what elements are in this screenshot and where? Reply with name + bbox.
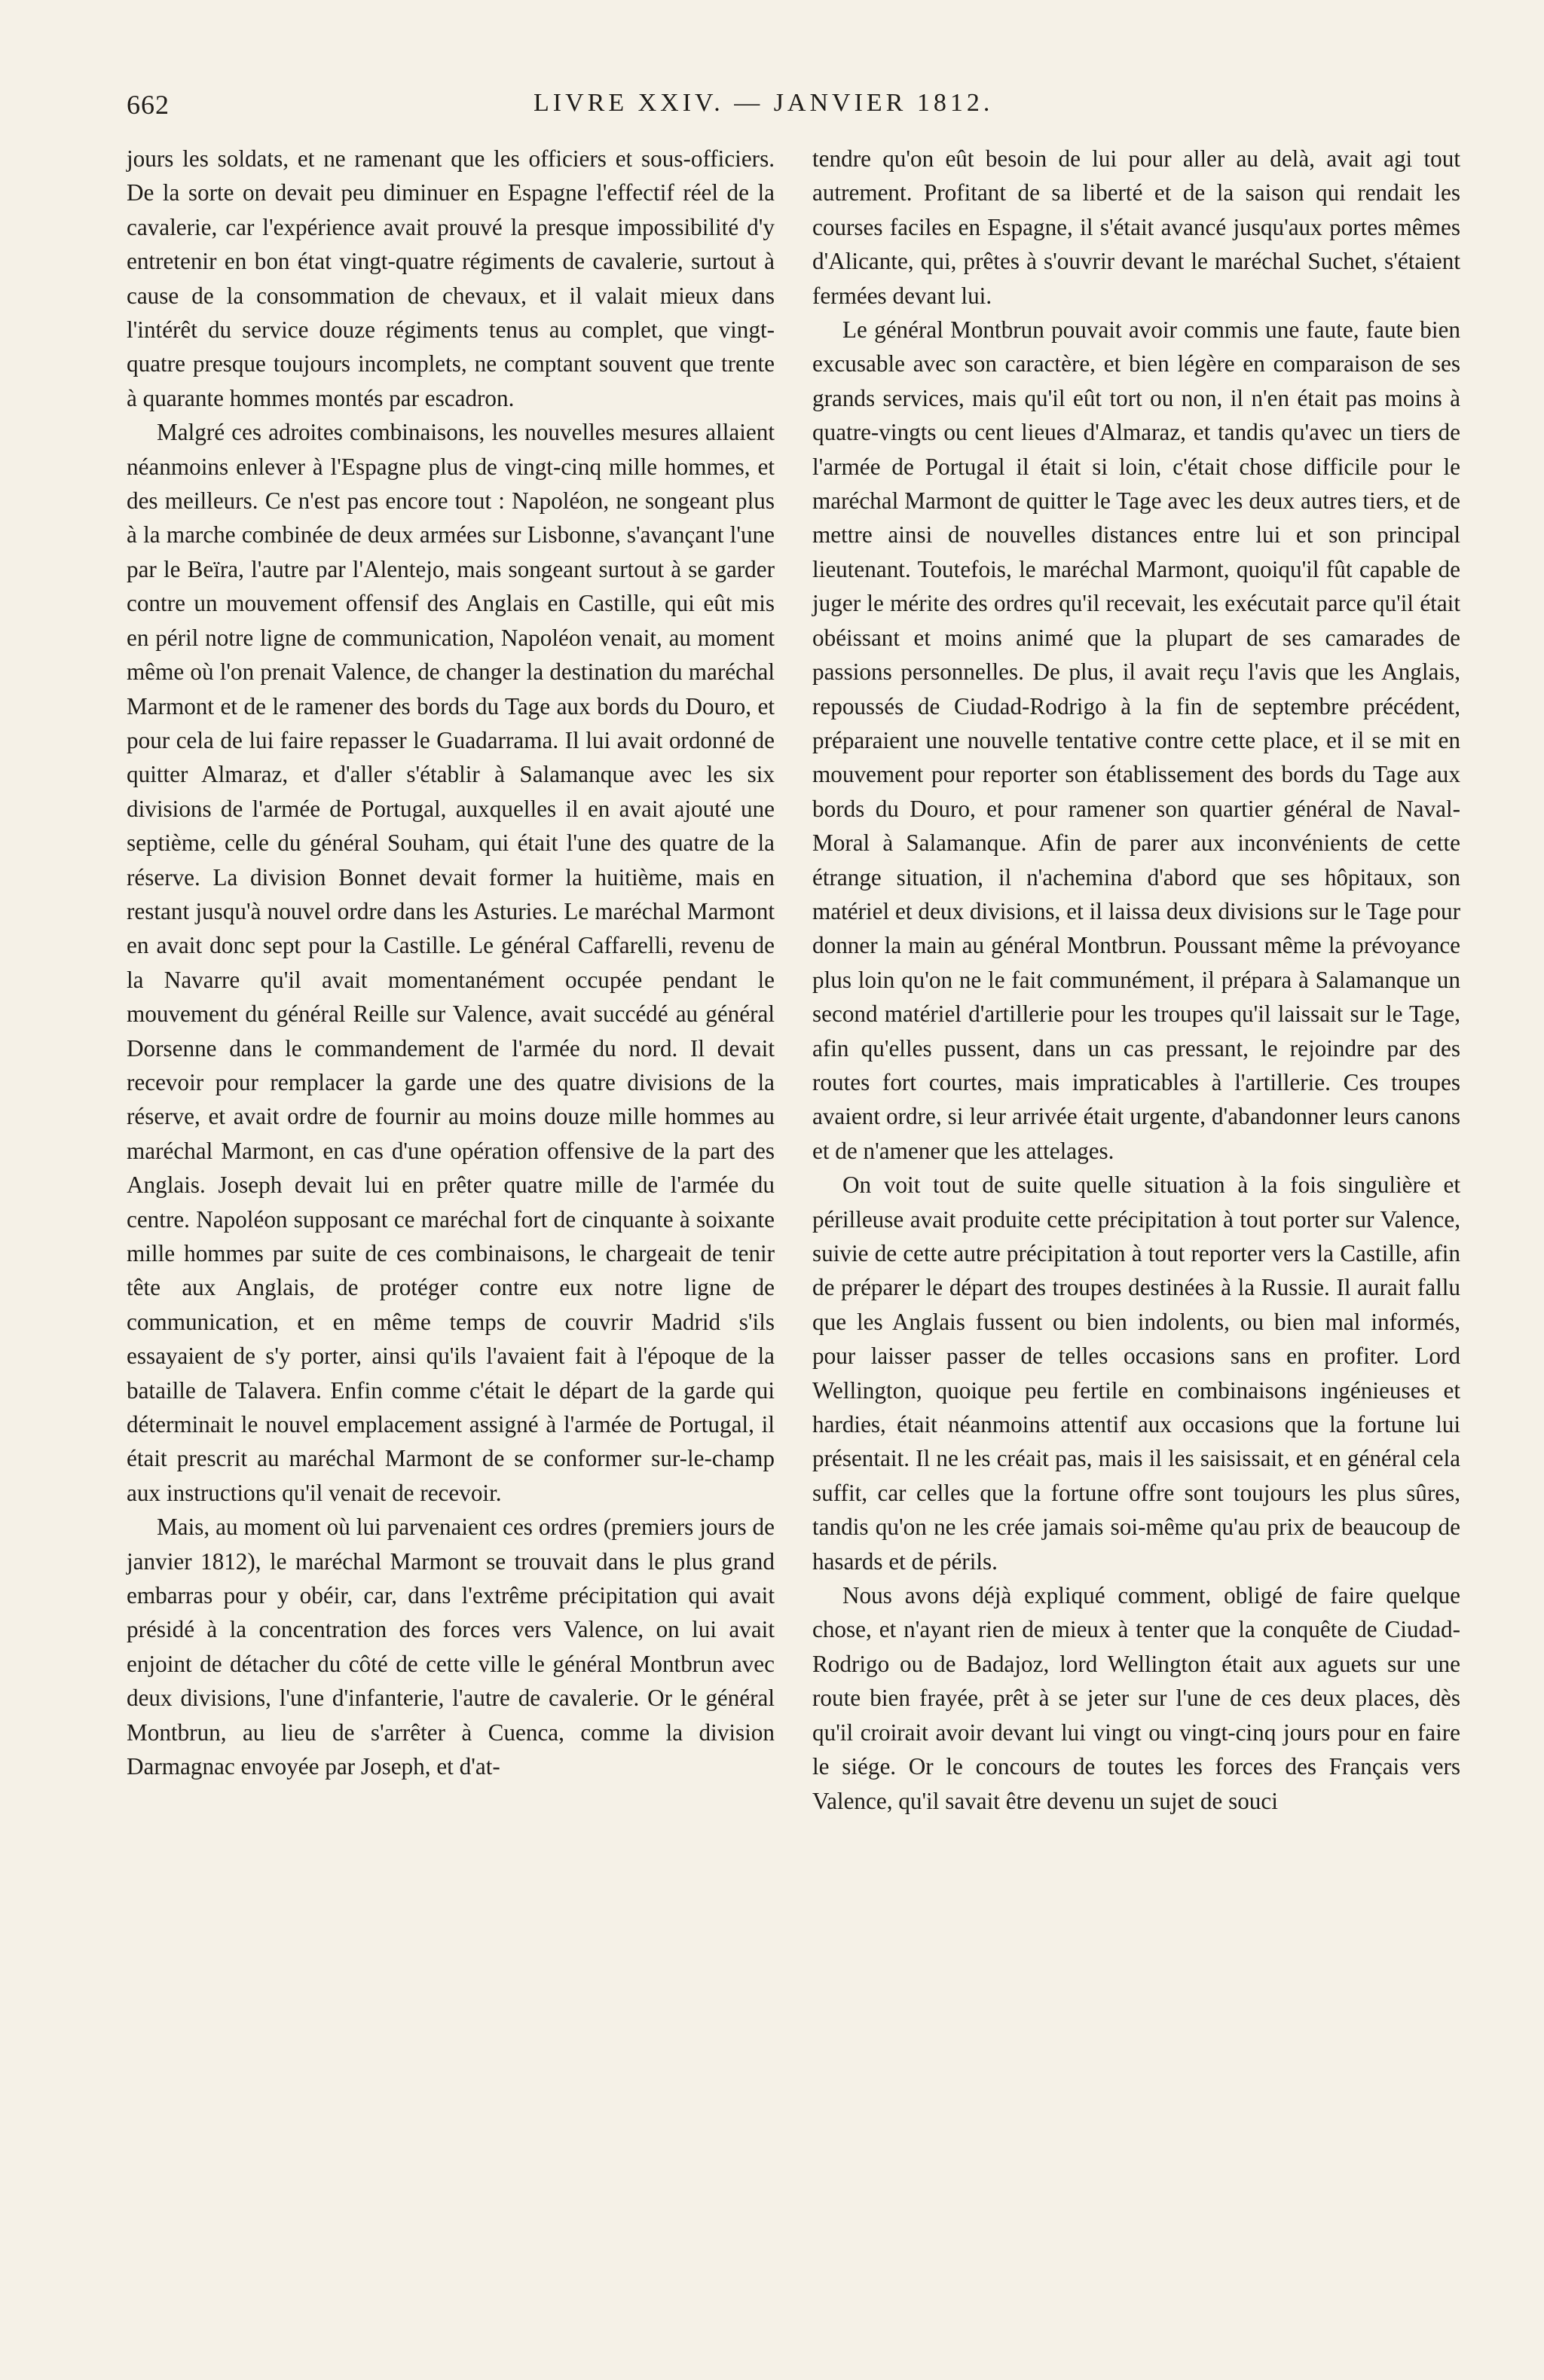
- paragraph: tendre qu'on eût besoin de lui pour aller au delà, avait agi tout autrement. Profitant de sa liberté et de la saison qui rendait les courses faciles en Espagne, il s'était avancé jusqu'aux portes mêmes d'Alicante, qui, prêtes à s'ouvrir devant le maréchal Suchet, s'étaient fermées devant lui.: [812, 145, 1460, 309]
- paragraph: On voit tout de suite quelle situation à la fois singulière et périlleuse avait produite cette précipitation à tout porter sur Valence, suivie de cette autre précipitation à tout reporter vers la Castille, afin de préparer le départ des troupes destinées à la Russie. Il aurait fallu que les Anglais fussent ou bien indolents, ou bien mal informés, pour laisser passer de telles occasions sans en profiter. Lord Wellington, quoique peu fertile en combinaisons ingénieuses et hardies, était néanmoins attentif aux occasions que la fortune lui présentait. Il ne les créait pas, mais il les saisissait, et en général cela suffit, car celles que la fortune offre sont toujours les plus sûres, tandis qu'on ne les crée jamais soi-même qu'au prix de beaucoup de hasards et de périls.: [812, 1172, 1460, 1575]
- paragraph: Malgré ces adroites combinaisons, les nouvelles mesures allaient néanmoins enlever à l'Espagne plus de vingt-cinq mille hommes, et des meilleurs. Ce n'est pas encore tout : Napoléon, ne songeant plus à la marche combinée de deux armées sur Lisbonne, s'avançant l'une par le Beïra, l'autre par l'Alentejo, mais songeant surtout à se garder contre un mouvement offensif des Anglais en Castille, qui eût mis en péril notre ligne de communication, Napoléon venait, au moment même où l'on prenait Valence, de changer la destination du maréchal Marmont et de le ramener des bords du Tage aux bords du Douro, et pour cela de lui faire repasser le Guadarrama. Il lui avait ordonné de quitter Almaraz, et d'aller s'établir à Salamanque avec les six divisions de l'armée de Portugal, auxquelles il en avait ajouté une septième, celle du général Souham, qui était l'une des quatre de la réserve. La division Bonnet devait former la huitième, mais en restant jusqu'à nouvel ordre dans les Asturies. Le maréchal Marmont en avait donc sept pour la Castille. Le général Caffarelli, revenu de la Navarre qu'il avait momentanément occupée pendant le mouvement du général Reille sur Valence, avait succédé au général Dorsenne dans le commandement de l'armée du nord. Il devait recevoir pour remplacer la garde une des quatre divisions de la réserve, et avait ordre de fournir au moins douze mille hommes au maréchal Marmont, en cas d'une opération offensive de la part des Anglais. Joseph devait lui en prêter quatre mille de l'armée du centre. Napoléon supposant ce maréchal fort de cinquante à soixante mille hommes par suite de ces combinaisons, le chargeait de tenir tête aux Anglais, de protéger contre eux notre ligne de communication, et en même temps de couvrir Madrid s'ils essayaient de s'y porter, ainsi qu'ils l'avaient fait à l'époque de la bataille de Talavera. Enfin comme c'était le départ de la garde qui déterminait le nouvel emplacement assigné à l'armée de Portugal, il était prescrit au maréchal Marmont de se conformer sur-le-champ aux instructions qu'il venait de recevoir.: [127, 419, 775, 1506]
- paragraph: Nous avons déjà expliqué comment, obligé de faire quelque chose, et n'ayant rien de mieux à tenter que la conquête de Ciudad-Rodrigo ou de Badajoz, lord Wellington était aux aguets sur une route bien frayée, prêt à se jeter sur l'une de ces deux places, dès qu'il croirait avoir devant lui vingt ou vingt-cinq jours pour en faire le siége. Or le concours de toutes les forces des Français vers Valence, qu'il savait être devenu un sujet de souci: [812, 1582, 1460, 1814]
- paragraph: jours les soldats, et ne ramenant que les officiers et sous-officiers. De la sorte on devait peu diminuer en Espagne l'effectif réel de la cavalerie, car l'expérience avait prouvé la presque impossibilité d'y entretenir en bon état vingt-quatre régiments de cavalerie, surtout à cause de la consommation de chevaux, et il valait mieux dans l'intérêt du service douze régiments tenus au complet, que vingt-quatre presque toujours incomplets, ne comptant souvent que trente à quarante hommes montés par escadron.: [127, 145, 775, 411]
- page-header: [127, 89, 1468, 127]
- right-column: [812, 142, 1460, 1818]
- page-number: 662: [127, 90, 170, 120]
- running-head: LIVRE XXIV. — JANVIER 1812.: [534, 89, 994, 117]
- paragraph: Le général Montbrun pouvait avoir commis une faute, faute bien excusable avec son caractère, et bien légère en comparaison de ses grands services, mais qu'il eût tort ou non, il n'en était pas moins à quatre-vingts ou cent lieues d'Almaraz, et tandis qu'avec un tiers de l'armée de Portugal il était si loin, c'était chose difficile pour le maréchal Marmont de quitter le Tage avec les deux autres tiers, et de mettre ainsi de nouvelles distances entre lui et son principal lieutenant. Toutefois, le maréchal Marmont, quoiqu'il fût capable de juger le mérite des ordres qu'il recevait, les exécutait parce qu'il était obéissant et moins animé que la plupart de ses camarades de passions personnelles. De plus, il avait reçu l'avis que les Anglais, repoussés de Ciudad-Rodrigo à la fin de septembre précédent, préparaient une nouvelle tentative contre cette place, et il se mit en mouvement pour reporter son établissement des bords du Tage aux bords du Douro, et pour ramener son quartier général de Naval-Moral à Salamanque. Afin de parer aux inconvénients de cette étrange situation, il n'achemina d'abord que ses hôpitaux, son matériel et deux divisions, et il laissa deux divisions sur le Tage pour donner la main au général Montbrun. Poussant même la prévoyance plus loin qu'on ne le fait communément, il prépara à Salamanque un second matériel d'artillerie pour les troupes qu'il laissait sur le Tage, afin qu'elles pussent, dans un cas pressant, le rejoindre par des routes fort courtes, mais impraticables à l'artillerie. Ces troupes avaient ordre, si leur arrivée était urgente, d'abandonner leurs canons et de n'amener que les attelages.: [812, 316, 1460, 1164]
- left-column: [127, 142, 775, 1784]
- paragraph: Mais, au moment où lui parvenaient ces ordres (premiers jours de janvier 1812), le maréchal Marmont se trouvait dans le plus grand embarras pour y obéir, car, dans l'extrême précipitation qui avait présidé à la concentration des forces vers Valence, on lui avait enjoint de détacher du côté de cette ville le général Montbrun avec deux divisions, l'une d'infanterie, l'autre de cavalerie. Or le général Montbrun, au lieu de s'arrêter à Cuenca, comme la division Darmagnac envoyée par Joseph, et d'at-: [127, 1514, 775, 1780]
